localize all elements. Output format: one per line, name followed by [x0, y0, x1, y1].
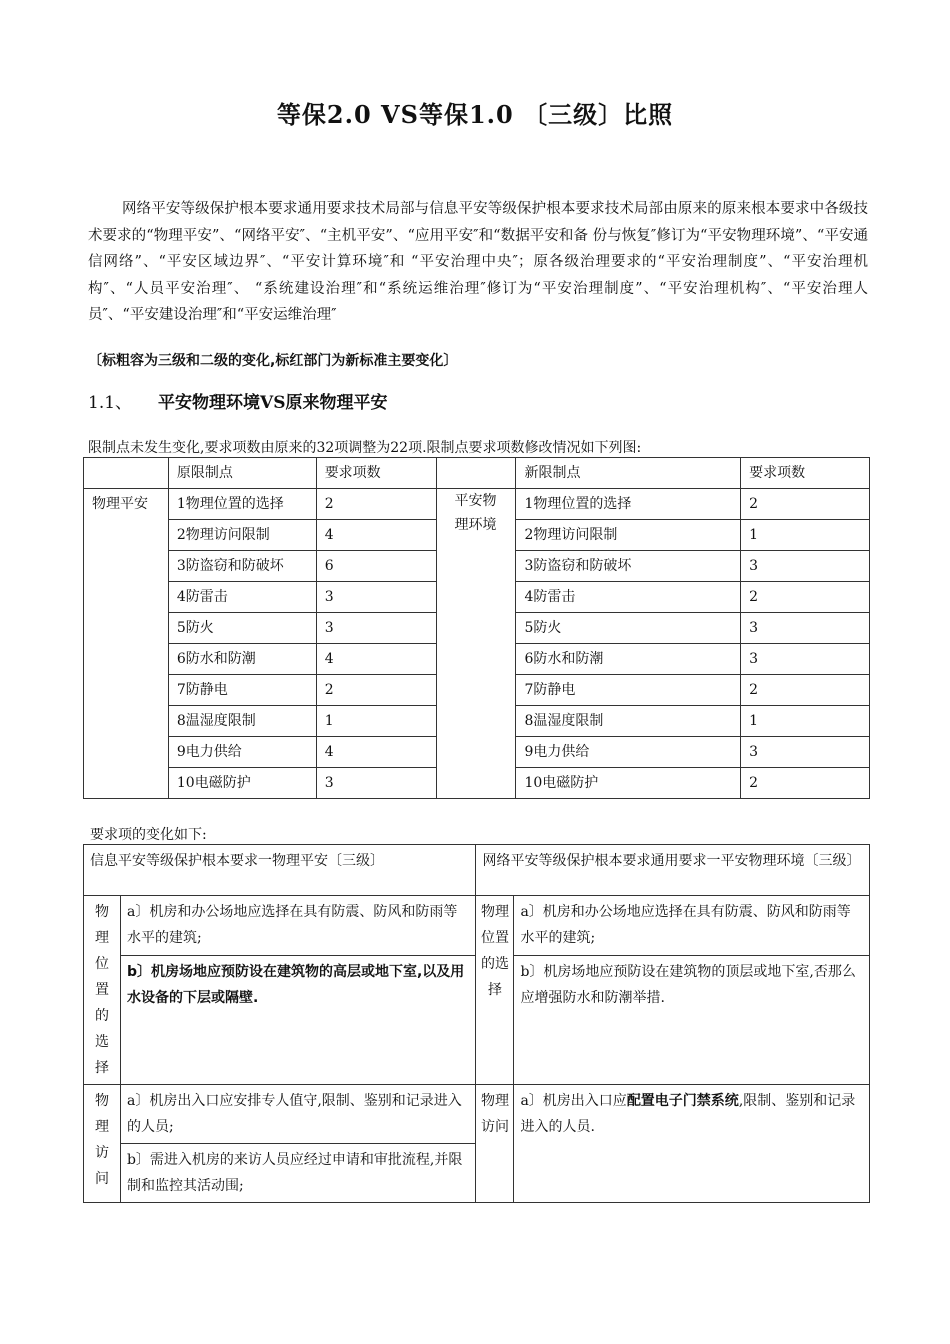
note: 〔标粗容为三级和二级的变化,标红部门为新标准主要变化〕: [88, 352, 458, 369]
old-count: 3: [316, 581, 436, 612]
table-row: [84, 1084, 870, 1143]
old-point: 8温湿度限制: [168, 705, 316, 736]
table2-caption: 要求项的变化如下:: [90, 826, 207, 843]
old-point: 7防静电: [168, 674, 316, 705]
old-count: 4: [316, 519, 436, 550]
new-point: 7防静电: [516, 674, 741, 705]
new-group: 平安物理环境: [436, 488, 516, 798]
old-count: 6: [316, 550, 436, 581]
new-count: 3: [741, 643, 870, 674]
section-title: 平安物理环境VS原来物理平安: [158, 392, 388, 413]
new-point: 4防雷击: [516, 581, 741, 612]
new-point: 1物理位置的选择: [516, 488, 741, 519]
requirement-comparison-table: [83, 844, 870, 1203]
old-point: 2物理访问限制: [168, 519, 316, 550]
old-point: 1物理位置的选择: [168, 488, 316, 519]
old-count: 2: [316, 488, 436, 519]
row-label: 物理访问: [476, 1084, 514, 1202]
right-header: 网络平安等级保护根本要求通用要求一平安物理环境〔三级〕: [476, 844, 870, 895]
table-row: [84, 895, 870, 956]
section-heading: [88, 391, 950, 415]
header-old-count: 要求项数: [316, 457, 436, 488]
old-point: 9电力供给: [168, 736, 316, 767]
new-count: 3: [741, 612, 870, 643]
row-label: 物理位置的选择: [84, 895, 121, 1084]
old-point: 10电磁防护: [168, 767, 316, 798]
header-new-count: 要求项数: [741, 457, 870, 488]
old-group: 物理平安: [84, 488, 169, 798]
old-point: 3防盗窃和防破坏: [168, 550, 316, 581]
row-label: 物理访问: [84, 1084, 121, 1202]
control-point-table: [83, 457, 870, 799]
new-point: 9电力供给: [516, 736, 741, 767]
table-header-row: [84, 457, 870, 488]
old-item: b〕需进入机房的来访人员应经过申请和审批流程,并限制和监控其活动围;: [120, 1143, 476, 1202]
header-old-point: 原限制点: [168, 457, 316, 488]
old-item: a〕机房出入口应安排专人值守,限制、鉴别和记录进入的人员;: [120, 1084, 476, 1143]
row-label: 物理位置的选择: [476, 895, 514, 1084]
new-point: 6防水和防潮: [516, 643, 741, 674]
old-count: 2: [316, 674, 436, 705]
new-count: 2: [741, 581, 870, 612]
new-item: b〕机房场地应预防设在建筑物的顶层或地下室,否那么应增强防水和防潮举措.: [514, 956, 870, 1084]
old-point: 5防火: [168, 612, 316, 643]
old-count: 4: [316, 736, 436, 767]
new-count: 2: [741, 674, 870, 705]
new-count: 1: [741, 519, 870, 550]
section-number: 1.1、: [88, 392, 133, 413]
old-point: 4防雷击: [168, 581, 316, 612]
intro-paragraph: 网络平安等级保护根本要求通用要求技术局部与信息平安等级保护根本要求技术局部由原来的原来根本要求中各级技术要求的“物理平安”、“网络平安″、“主机平安”、“应用平安″和“数据平安和备 份与恢复″修订为“平安物理环境”、“平安通信网络”、“平安区域边界″、“平安计算环境″和 “平安治理中央″；原各级治理要求的“平安治理制度”、“平安治理机构″、“人员平安治理″、 “系统建设治理″和“系统运维治理″修订为“平安治理制度”、“平安治理机构″、“平安治理人 员″、“平安建设治理″和“平安运维治理″: [88, 201, 868, 323]
old-point: 6防水和防潮: [168, 643, 316, 674]
new-count: 1: [741, 705, 870, 736]
new-point: 5防火: [516, 612, 741, 643]
old-count: 1: [316, 705, 436, 736]
old-count: 3: [316, 612, 436, 643]
old-item-bold: b〕机房场地应预防设在建筑物的高层或地下室,以及用水设备的下层或隔壁.: [126, 964, 465, 1007]
table-header-row: [84, 844, 870, 895]
new-count: 2: [741, 488, 870, 519]
new-point: 2物理访问限制: [516, 519, 741, 550]
new-count: 3: [741, 550, 870, 581]
new-point: 10电磁防护: [516, 767, 741, 798]
header-new-point: 新限制点: [516, 457, 741, 488]
new-item: a〕机房出入口应配置电子门禁系统,限制、鉴别和记录进入的人员.: [514, 1084, 870, 1202]
new-point: 3防盗窃和防破坏: [516, 550, 741, 581]
table1-caption: 限制点未发生变化,要求项数由原来的32项调整为22项.限制点要求项数修改情况如下列图:: [88, 439, 642, 456]
new-count: 2: [741, 767, 870, 798]
old-count: 3: [316, 767, 436, 798]
left-header: 信息平安等级保护根本要求一物理平安〔三级〕: [84, 844, 476, 895]
new-point: 8温湿度限制: [516, 705, 741, 736]
new-count: 3: [741, 736, 870, 767]
page-title: 等保2.0 VS等保1.0 〔三级〕比照: [276, 100, 674, 129]
new-item: a〕机房和办公场地应选择在具有防震、防风和防雨等水平的建筑;: [514, 895, 870, 956]
table-row: [84, 488, 870, 519]
old-item: a〕机房和办公场地应选择在具有防震、防风和防雨等水平的建筑;: [120, 895, 476, 956]
old-count: 4: [316, 643, 436, 674]
